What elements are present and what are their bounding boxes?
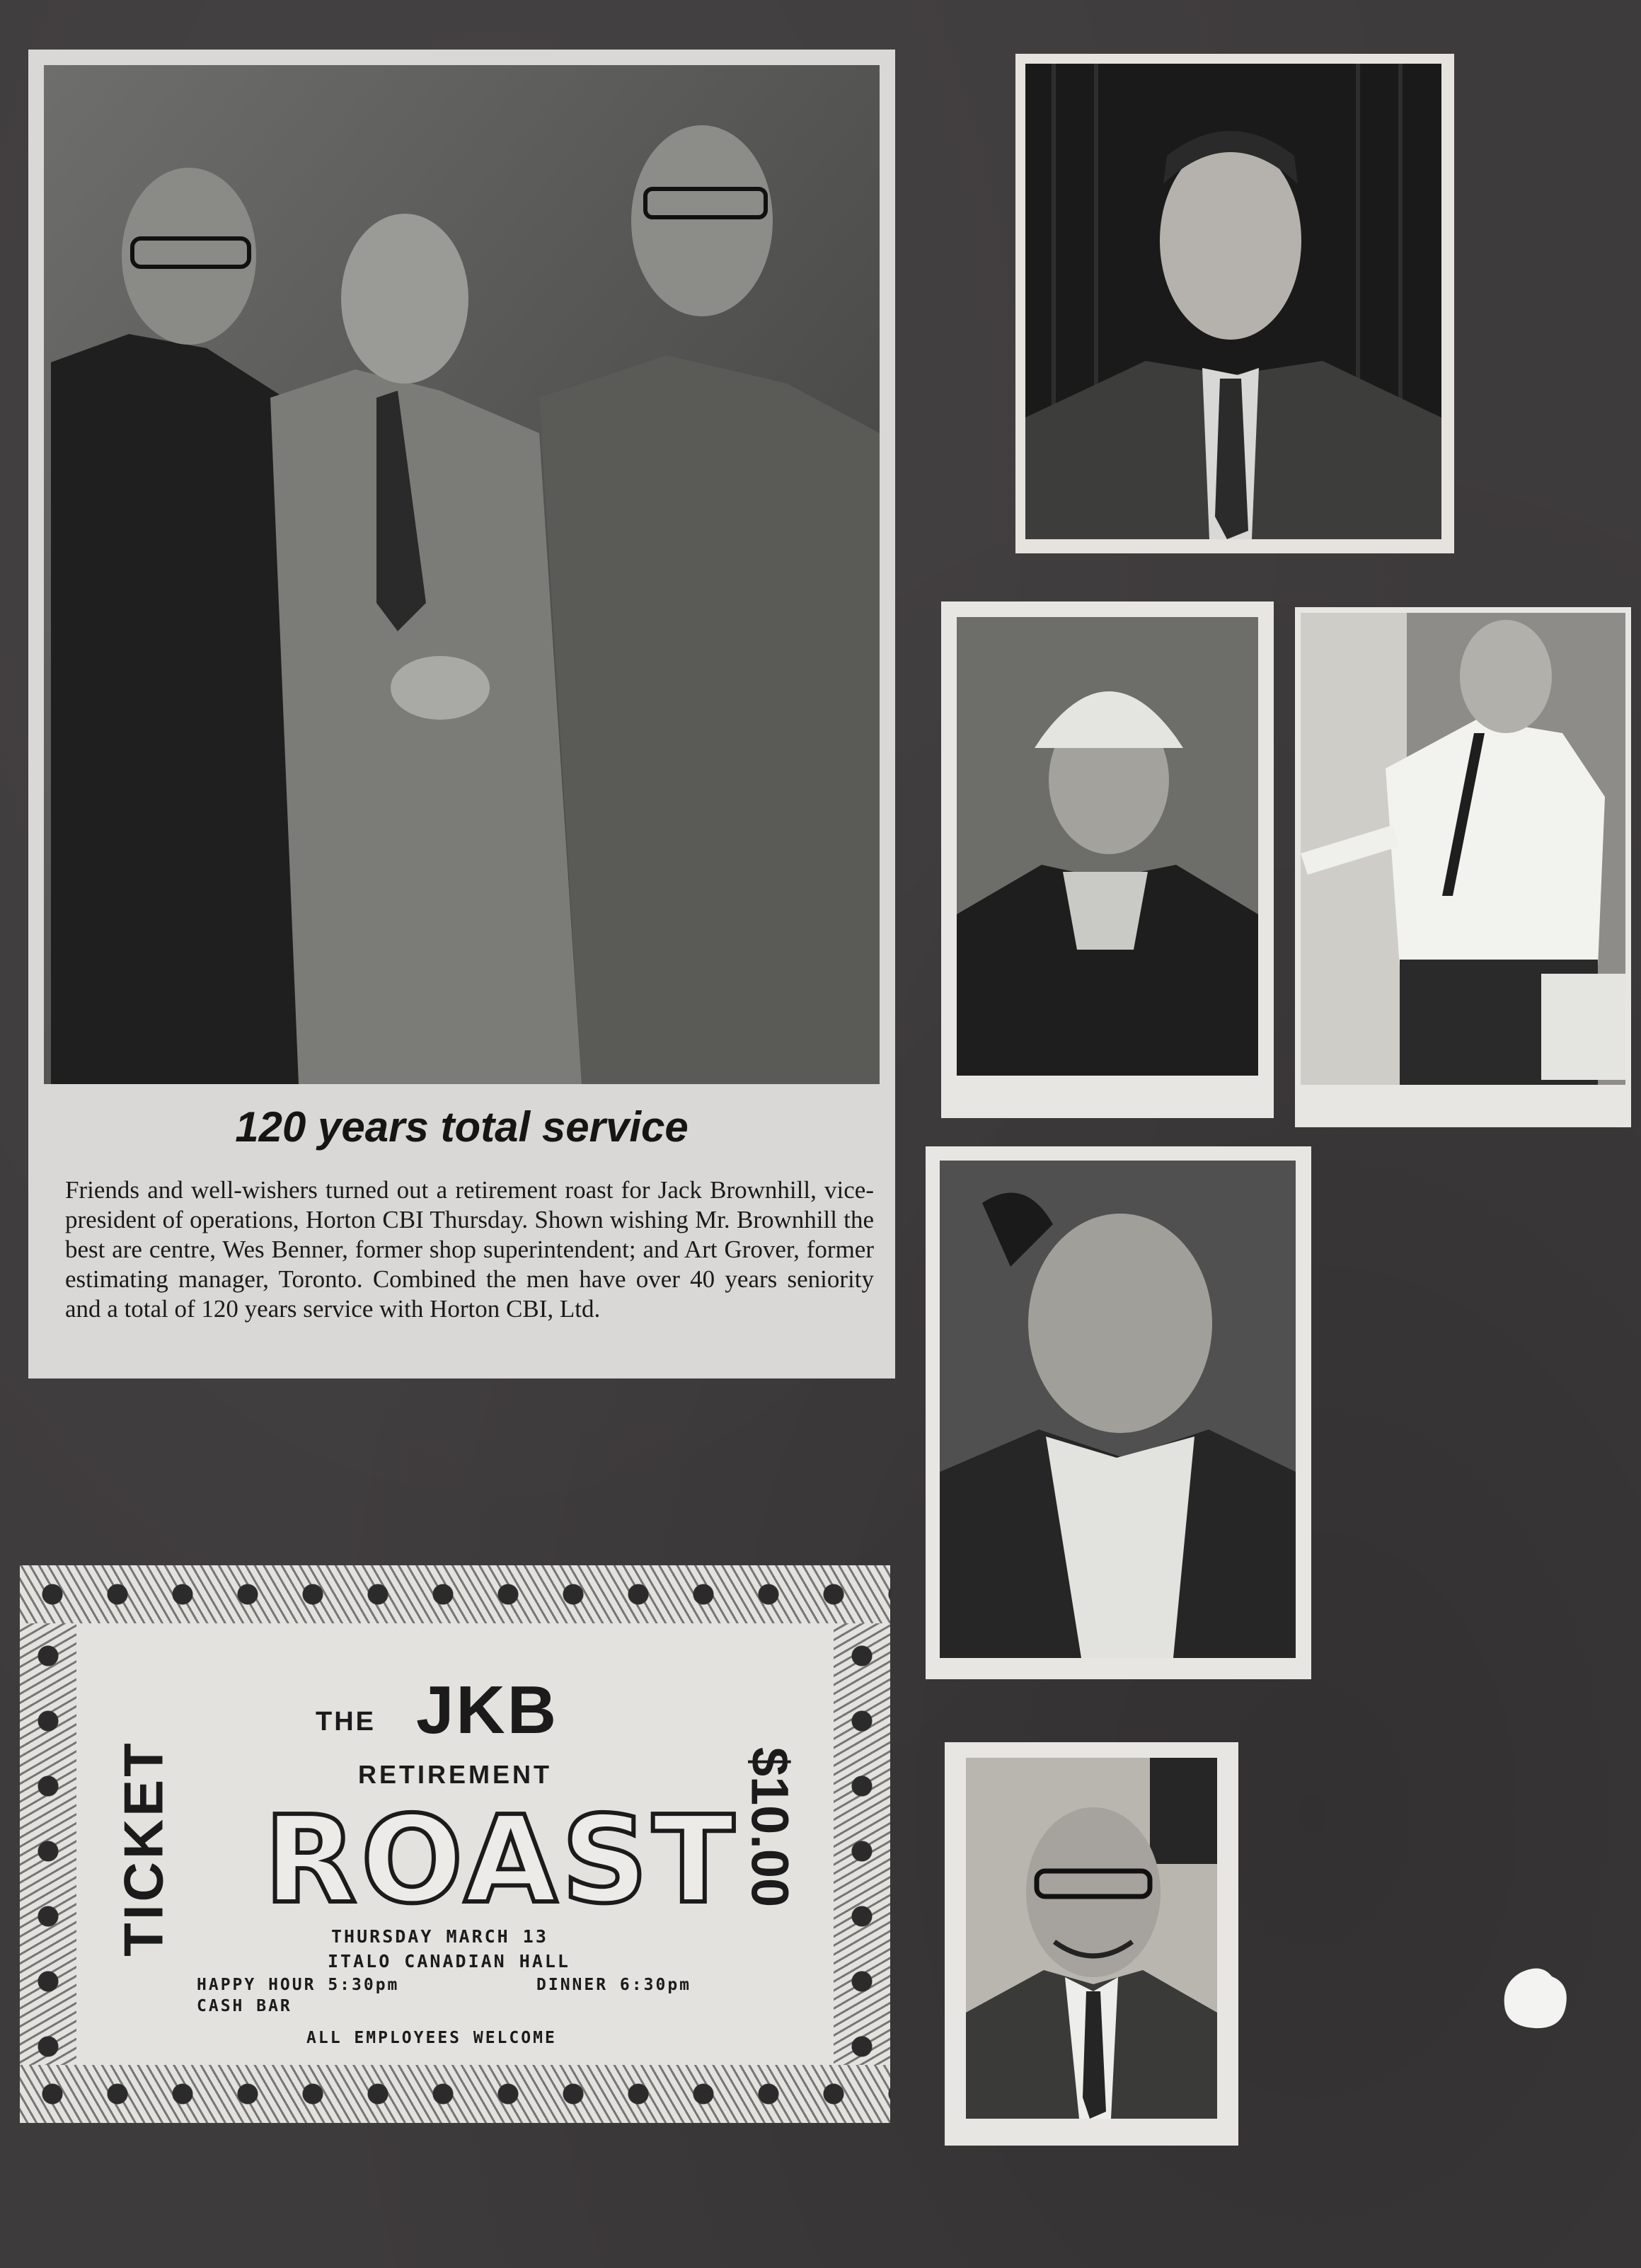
ticket-side-label: TICKET <box>112 1740 175 1957</box>
ticket-initials: JKB <box>416 1672 559 1748</box>
ticket-venue: ITALO CANADIAN HALL <box>328 1951 570 1971</box>
portrait-illustration <box>1025 64 1441 539</box>
ticket-price: $10.00 <box>740 1746 800 1908</box>
ticket-border-bottom <box>20 2065 890 2123</box>
hard-hat-illustration <box>957 617 1258 1076</box>
clipping-caption: Friends and well-wishers turned out a retirement roast for Jack Brownhill, vice-president of operations, Horton CBI Thursday. Shown wishing Mr. Brownhill the best are centre, Wes Benner, former shop superintendent; and Art Grover, former estimating manager, Toronto. Combined the men have over 40 years seniority and a total of 120 years service with Horton CBI, Ltd. <box>65 1176 874 1323</box>
ticket-welcome: ALL EMPLOYEES WELCOME <box>306 2029 557 2047</box>
paper-tear-mark <box>1499 1966 1578 2035</box>
photo-man-hard-hat <box>941 601 1274 1118</box>
ticket-happy-hour: HAPPY HOUR 5:30pm <box>197 1976 400 1994</box>
smiling-man-illustration <box>966 1758 1217 2119</box>
roast-ticket <box>20 1565 890 2123</box>
office-illustration <box>1301 613 1625 1085</box>
ticket-the: THE <box>316 1707 376 1737</box>
ticket-retirement: RETIREMENT <box>358 1760 552 1789</box>
photo-older-man <box>926 1146 1311 1679</box>
older-man-illustration <box>940 1161 1296 1658</box>
photo-man-white-shirt <box>1295 607 1631 1127</box>
clipping-headline: 120 years total service <box>235 1103 689 1151</box>
clipping-photo-three-men <box>44 65 880 1084</box>
photo-smiling-man-glasses <box>945 1742 1238 2146</box>
three-men-illustration <box>44 65 880 1084</box>
newspaper-clipping <box>28 50 895 1378</box>
ticket-dinner: DINNER 6:30pm <box>536 1976 692 1994</box>
ticket-date: THURSDAY MARCH 13 <box>331 1926 548 1947</box>
ticket-roast-title: ROAST <box>264 1790 739 1930</box>
ticket-border-top <box>20 1565 890 1623</box>
ticket-border-right <box>834 1623 890 2065</box>
photo-portrait-man-suit <box>1015 54 1454 553</box>
ticket-border-left <box>20 1623 76 2065</box>
ticket-cash-bar: CASH BAR <box>197 1997 292 2015</box>
